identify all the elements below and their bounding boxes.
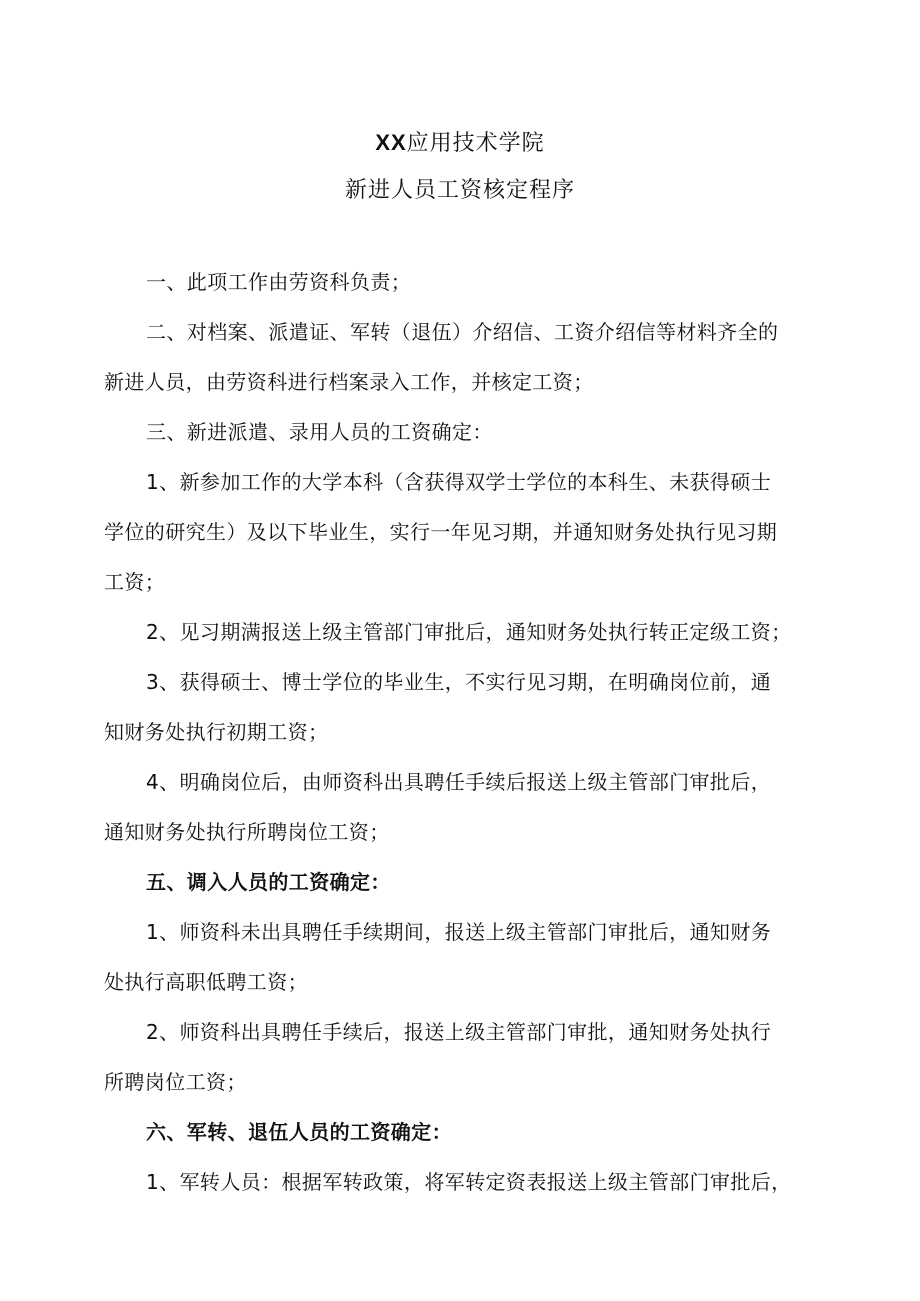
- body-line: 通知财务处执行所聘岗位工资；: [104, 820, 390, 844]
- body-line: 所聘岗位工资；: [104, 1070, 247, 1094]
- body-line: 工资；: [104, 570, 166, 594]
- body-line: 三、新进派遣、录用人员的工资确定：: [146, 420, 493, 444]
- body-line: 4、明确岗位后，由师资科出具聘任手续后报送上级主管部门审批后，: [146, 770, 772, 794]
- body-line: 1、新参加工作的大学本科（含获得双学士学位的本科生、未获得硕士: [146, 470, 772, 494]
- body-line: 新进人员，由劳资科进行档案录入工作，并核定工资；: [104, 370, 594, 394]
- section-heading: 五、调入人员的工资确定：: [146, 870, 391, 894]
- document-subtitle: 新进人员工资核定程序: [344, 178, 575, 203]
- body-line: 学位的研究生）及以下毕业生，实行一年见习期，并通知财务处执行见习期: [104, 520, 778, 544]
- body-line: 二、对档案、派遣证、军转（退伍）介绍信、工资介绍信等材料齐全的: [146, 320, 779, 344]
- body-line: 1、师资科未出具聘任手续期间，报送上级主管部门审批后，通知财务: [146, 920, 772, 944]
- section-heading: 六、军转、退伍人员的工资确定：: [146, 1120, 452, 1144]
- body-line: 一、此项工作由劳资科负责；: [146, 270, 412, 294]
- body-line: 处执行高职低聘工资；: [104, 970, 308, 994]
- body-line: 2、见习期满报送上级主管部门审批后，通知财务处执行转正定级工资；: [146, 620, 792, 644]
- body-line: 知财务处执行初期工资；: [104, 720, 329, 744]
- title-prefix: XX: [375, 130, 407, 155]
- body-line: 3、获得硕士、博士学位的毕业生，不实行见习期，在明确岗位前，通: [146, 670, 772, 694]
- title-rest: 应用技术学院: [406, 131, 545, 156]
- body-line: 2、师资科出具聘任手续后，报送上级主管部门审批，通知财务处执行: [146, 1020, 772, 1044]
- document-title: [0, 128, 920, 159]
- body-line: 1、军转人员：根据军转政策，将军转定资表报送上级主管部门审批后，: [146, 1170, 792, 1194]
